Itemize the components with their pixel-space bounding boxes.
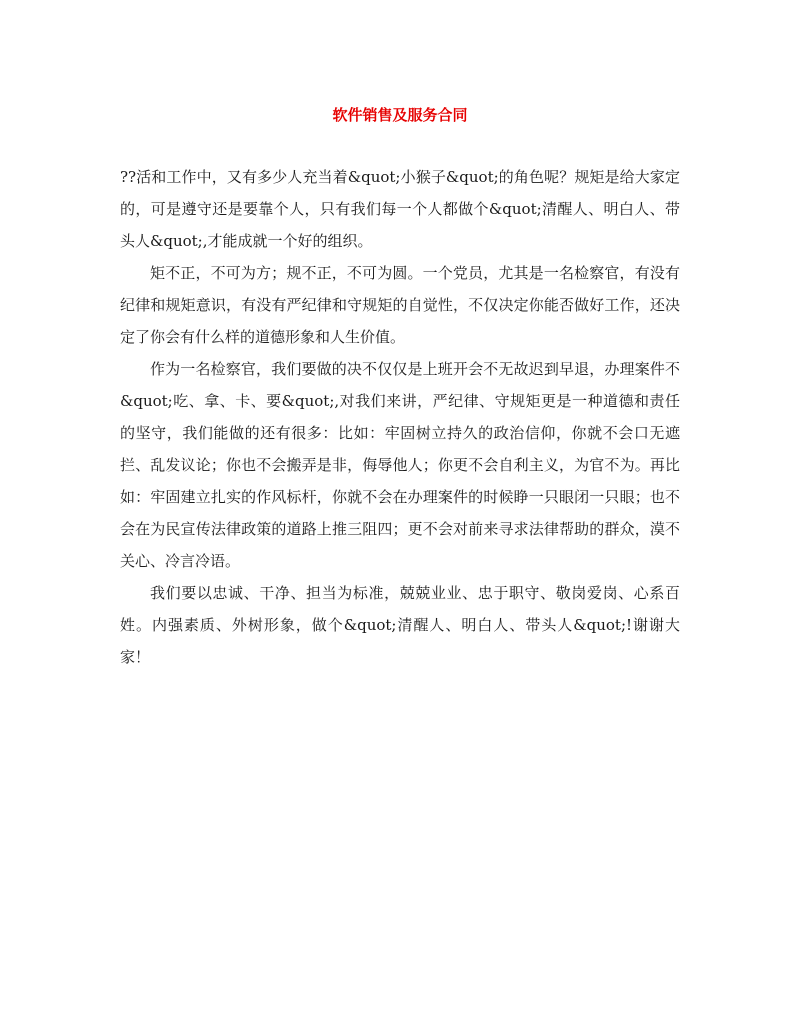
paragraph-3: 作为一名检察官，我们要做的决不仅仅是上班开会不无故迟到早退，办理案件不&quot;吃、拿、卡、要&quot;,对我们来讲，严纪律、守规矩更是一种道德和责任的坚守，我们能做的还有很多：比如：牢固树立持久的政治信仰，你就不会口无遮拦、乱发议论；你也不会搬弄是非，侮辱他人；你更不会自利主义，为官不为。再比如：牢固建立扎实的作风标杆，你就不会在办理案件的时候睁一只眼闭一只眼；也不会在为民宣传法律政策的道路上推三阻四；更不会对前来寻求法律帮助的群众，漠不关心、冷言冷语。 (120, 360, 680, 570)
paragraph-2: 矩不正，不可为方；规不正，不可为圆。一个党员，尤其是一名检察官，有没有纪律和规矩意识，有没有严纪律和守规矩的自觉性，不仅决定你能否做好工作，还决定了你会有什么样的道德形象和人生价值。 (120, 264, 680, 346)
paragraph-4: 我们要以忠诚、干净、担当为标准，兢兢业业、忠于职守、敬岗爱岗、心系百姓。内强素质、外树形象，做个&quot;清醒人、明白人、带头人&quot;!谢谢大家！ (120, 584, 680, 666)
document-title: 软件销售及服务合同 (332, 106, 468, 124)
paragraph-1: ??活和工作中，又有多少人充当着&quot;小猴子&quot;的角色呢？规矩是给大家定的，可是遵守还是要靠个人，只有我们每一个人都做个&quot;清醒人、明白人、带头人&quot;,才能成就一个好的组织。 (120, 168, 680, 250)
document-body (120, 161, 680, 673)
